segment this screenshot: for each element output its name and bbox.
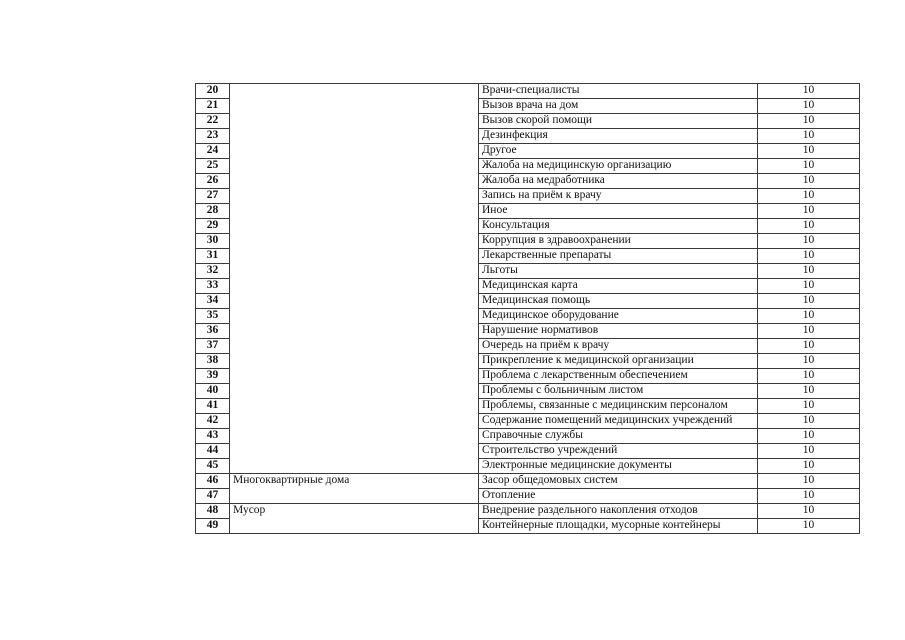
subject-cell: Запись на приём к врачу [479, 189, 758, 204]
subject-cell: Вызов скорой помощи [479, 114, 758, 129]
value-cell: 10 [758, 309, 860, 324]
subject-cell: Медицинская помощь [479, 294, 758, 309]
table-row [196, 504, 860, 519]
table-row [196, 84, 860, 99]
value-cell: 10 [758, 189, 860, 204]
row-number: 27 [196, 189, 230, 204]
value-cell: 10 [758, 279, 860, 294]
row-number: 41 [196, 399, 230, 414]
category-cell [230, 84, 479, 474]
value-cell: 10 [758, 84, 860, 99]
row-number: 46 [196, 474, 230, 489]
value-cell: 10 [758, 324, 860, 339]
value-cell: 10 [758, 294, 860, 309]
row-number: 37 [196, 339, 230, 354]
value-cell: 10 [758, 219, 860, 234]
value-cell: 10 [758, 174, 860, 189]
row-number: 35 [196, 309, 230, 324]
subject-cell: Медицинская карта [479, 279, 758, 294]
row-number: 21 [196, 99, 230, 114]
value-cell: 10 [758, 504, 860, 519]
value-cell: 10 [758, 399, 860, 414]
row-number: 38 [196, 354, 230, 369]
row-number: 40 [196, 384, 230, 399]
row-number: 39 [196, 369, 230, 384]
subject-cell: Прикрепление к медицинской организации [479, 354, 758, 369]
value-cell: 10 [758, 474, 860, 489]
category-cell: Мусор [230, 504, 479, 534]
row-number: 45 [196, 459, 230, 474]
row-number: 25 [196, 159, 230, 174]
row-number: 44 [196, 444, 230, 459]
subject-cell: Контейнерные площадки, мусорные контейнеры [479, 519, 758, 534]
row-number: 34 [196, 294, 230, 309]
subject-cell: Вызов врача на дом [479, 99, 758, 114]
value-cell: 10 [758, 444, 860, 459]
subject-cell: Дезинфекция [479, 129, 758, 144]
subject-cell: Засор общедомовых систем [479, 474, 758, 489]
value-cell: 10 [758, 204, 860, 219]
subject-cell: Врачи-специалисты [479, 84, 758, 99]
subject-cell: Отопление [479, 489, 758, 504]
value-cell: 10 [758, 354, 860, 369]
subject-cell: Внедрение раздельного накопления отходов [479, 504, 758, 519]
table-row [196, 474, 860, 489]
value-cell: 10 [758, 159, 860, 174]
subject-cell: Строительство учреждений [479, 444, 758, 459]
value-cell: 10 [758, 114, 860, 129]
row-number: 28 [196, 204, 230, 219]
row-number: 43 [196, 429, 230, 444]
category-cell: Многоквартирные дома [230, 474, 479, 504]
value-cell: 10 [758, 99, 860, 114]
row-number: 26 [196, 174, 230, 189]
row-number: 49 [196, 519, 230, 534]
subject-cell: Очередь на приём к врачу [479, 339, 758, 354]
subject-cell: Содержание помещений медицинских учреждений [479, 414, 758, 429]
value-cell: 10 [758, 249, 860, 264]
row-number: 47 [196, 489, 230, 504]
value-cell: 10 [758, 264, 860, 279]
row-number: 20 [196, 84, 230, 99]
table-body [196, 84, 860, 534]
subject-cell: Проблемы с больничным листом [479, 384, 758, 399]
subject-cell: Медицинское оборудование [479, 309, 758, 324]
subject-cell: Электронные медицинские документы [479, 459, 758, 474]
row-number: 31 [196, 249, 230, 264]
subject-cell: Другое [479, 144, 758, 159]
row-number: 23 [196, 129, 230, 144]
row-number: 36 [196, 324, 230, 339]
value-cell: 10 [758, 519, 860, 534]
value-cell: 10 [758, 234, 860, 249]
subject-cell: Иное [479, 204, 758, 219]
value-cell: 10 [758, 339, 860, 354]
subject-cell: Лекарственные препараты [479, 249, 758, 264]
value-cell: 10 [758, 429, 860, 444]
row-number: 32 [196, 264, 230, 279]
row-number: 29 [196, 219, 230, 234]
row-number: 42 [196, 414, 230, 429]
row-number: 30 [196, 234, 230, 249]
subject-cell: Нарушение нормативов [479, 324, 758, 339]
row-number: 24 [196, 144, 230, 159]
subject-cell: Льготы [479, 264, 758, 279]
row-number: 22 [196, 114, 230, 129]
value-cell: 10 [758, 459, 860, 474]
subject-cell: Жалоба на медицинскую организацию [479, 159, 758, 174]
subject-cell: Консультация [479, 219, 758, 234]
subject-cell: Жалоба на медработника [479, 174, 758, 189]
subject-cell: Проблемы, связанные с медицинским персоналом [479, 399, 758, 414]
subject-cell: Коррупция в здравоохранении [479, 234, 758, 249]
value-cell: 10 [758, 384, 860, 399]
value-cell: 10 [758, 129, 860, 144]
value-cell: 10 [758, 144, 860, 159]
value-cell: 10 [758, 489, 860, 504]
document-table [195, 83, 860, 534]
row-number: 48 [196, 504, 230, 519]
subject-cell: Проблема с лекарственным обеспечением [479, 369, 758, 384]
value-cell: 10 [758, 414, 860, 429]
subject-cell: Справочные службы [479, 429, 758, 444]
row-number: 33 [196, 279, 230, 294]
value-cell: 10 [758, 369, 860, 384]
